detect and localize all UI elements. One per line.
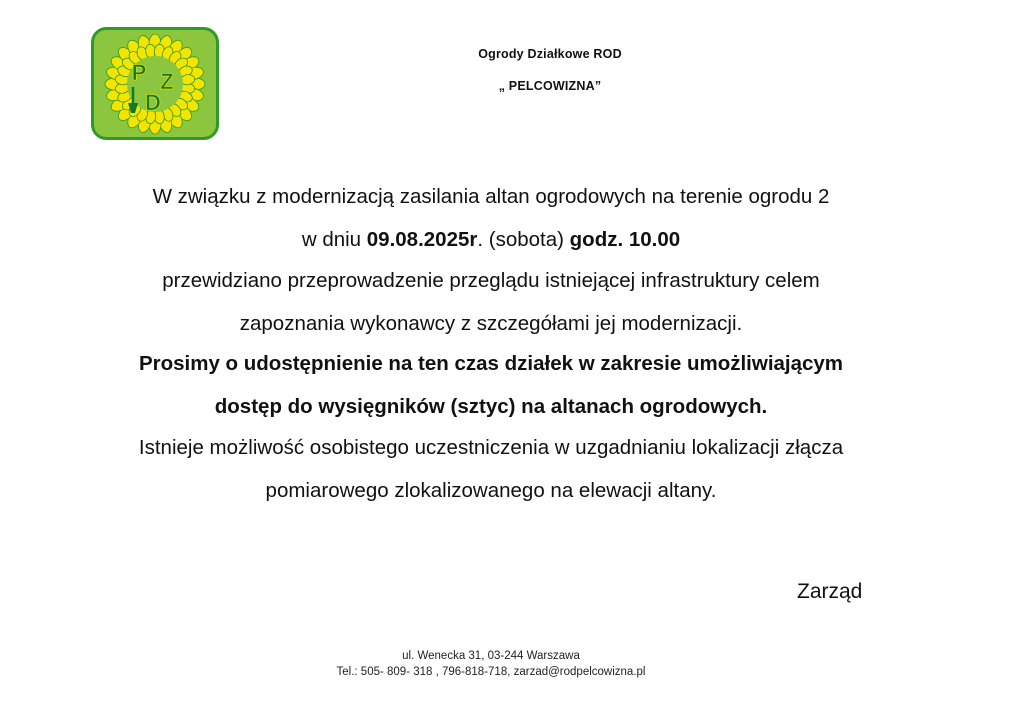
logo-letter-z: Z: [160, 69, 174, 94]
notice-line-2: [0, 228, 982, 252]
footer-address: ul. Wenecka 31, 03-244 Warszawa: [402, 650, 580, 662]
signature: Zarząd: [797, 580, 863, 603]
notice-line-1: W związku z modernizacją zasilania altan ogrodowych na terenie ogrodu 2: [152, 185, 830, 208]
notice-line-7: Istnieje możliwość osobistego uczestniczenia w uzgadnianiu lokalizacji złącza: [138, 436, 844, 459]
logo-letter-p: P: [131, 60, 147, 85]
notice-line-8: pomiarowego zlokalizowanego na elewacji altany.: [265, 479, 717, 502]
notice-line-4: zapoznania wykonawcy z szczegółami jej modernizacji.: [239, 312, 743, 335]
notice-date: 09.08.2025r: [366, 228, 478, 251]
notice-request-line-2: dostęp do wysięgników (sztyc) na altanach ogrodowych.: [214, 395, 768, 418]
notice-request-line-1: Prosimy o udostępnienie na ten czas działek w zakresie umożliwiającym: [138, 352, 844, 375]
organization-subname: „ PELCOWIZNA”: [498, 79, 602, 93]
footer-contact: Tel.: 505- 809- 318 , 796-818-718, zarzad@rodpelcowizna.pl: [336, 666, 646, 678]
organization-name: Ogrody Działkowe ROD: [478, 47, 622, 61]
notice-time: godz. 10.00: [569, 228, 681, 251]
notice-date-prefix: w dniu: [301, 228, 367, 251]
logo-letter-d: D: [145, 90, 161, 115]
notice-line-3: przewidziano przeprowadzenie przeglądu istniejącej infrastruktury celem: [162, 269, 820, 292]
pzd-logo: [91, 27, 219, 140]
notice-day: . (sobota): [477, 228, 570, 251]
pzd-sunflower-logo-icon: [91, 27, 219, 140]
